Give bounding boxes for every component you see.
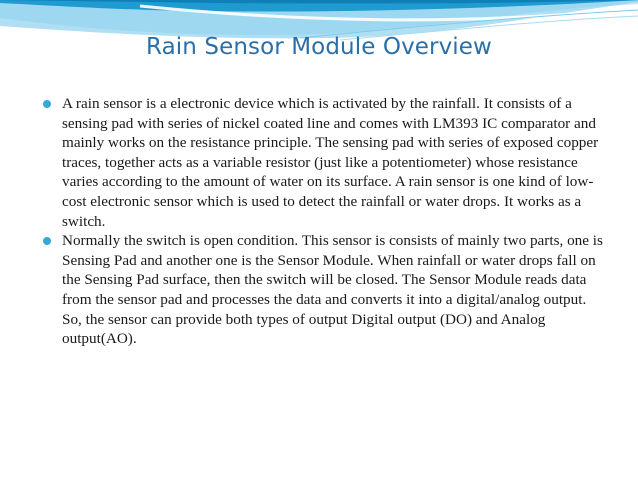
bullet-item-description <box>43 94 603 231</box>
bullet-dot-icon <box>43 100 51 108</box>
bullet-dot-icon <box>43 237 51 245</box>
bullet-text: Normally the switch is open condition. This sensor is consists of mainly two parts, one is Sensing Pad and another one is the Sensor Module. When rainfall or water drops fall on the Sensing Pad surface, then the switch will be closed. The Sensor Module reads data from the sensor pad and processes the data and converts it into a digital/analog output. So, the sensor can provide both types of output Digital output (DO) and Analog output(AO). <box>62 232 603 348</box>
bullet-text: A rain sensor is a electronic device which is activated by the rainfall. It consists of a sensing pad with series of nickel coated line and comes with LM393 IC comparator and mainly works on the resistance principle. The sensing pad with series of exposed copper traces, together acts as a variable resistor (just like a potentiometer) whose resistance varies according to the amount of water on its surface. A rain sensor is one kind of low-cost electronic sensor which is used to detect the rainfall or water drops. It works as a switch. <box>62 95 599 230</box>
slide-title: Rain Sensor Module Overview <box>146 34 492 60</box>
bullet-list <box>43 94 603 349</box>
bullet-item-operation <box>43 231 603 349</box>
